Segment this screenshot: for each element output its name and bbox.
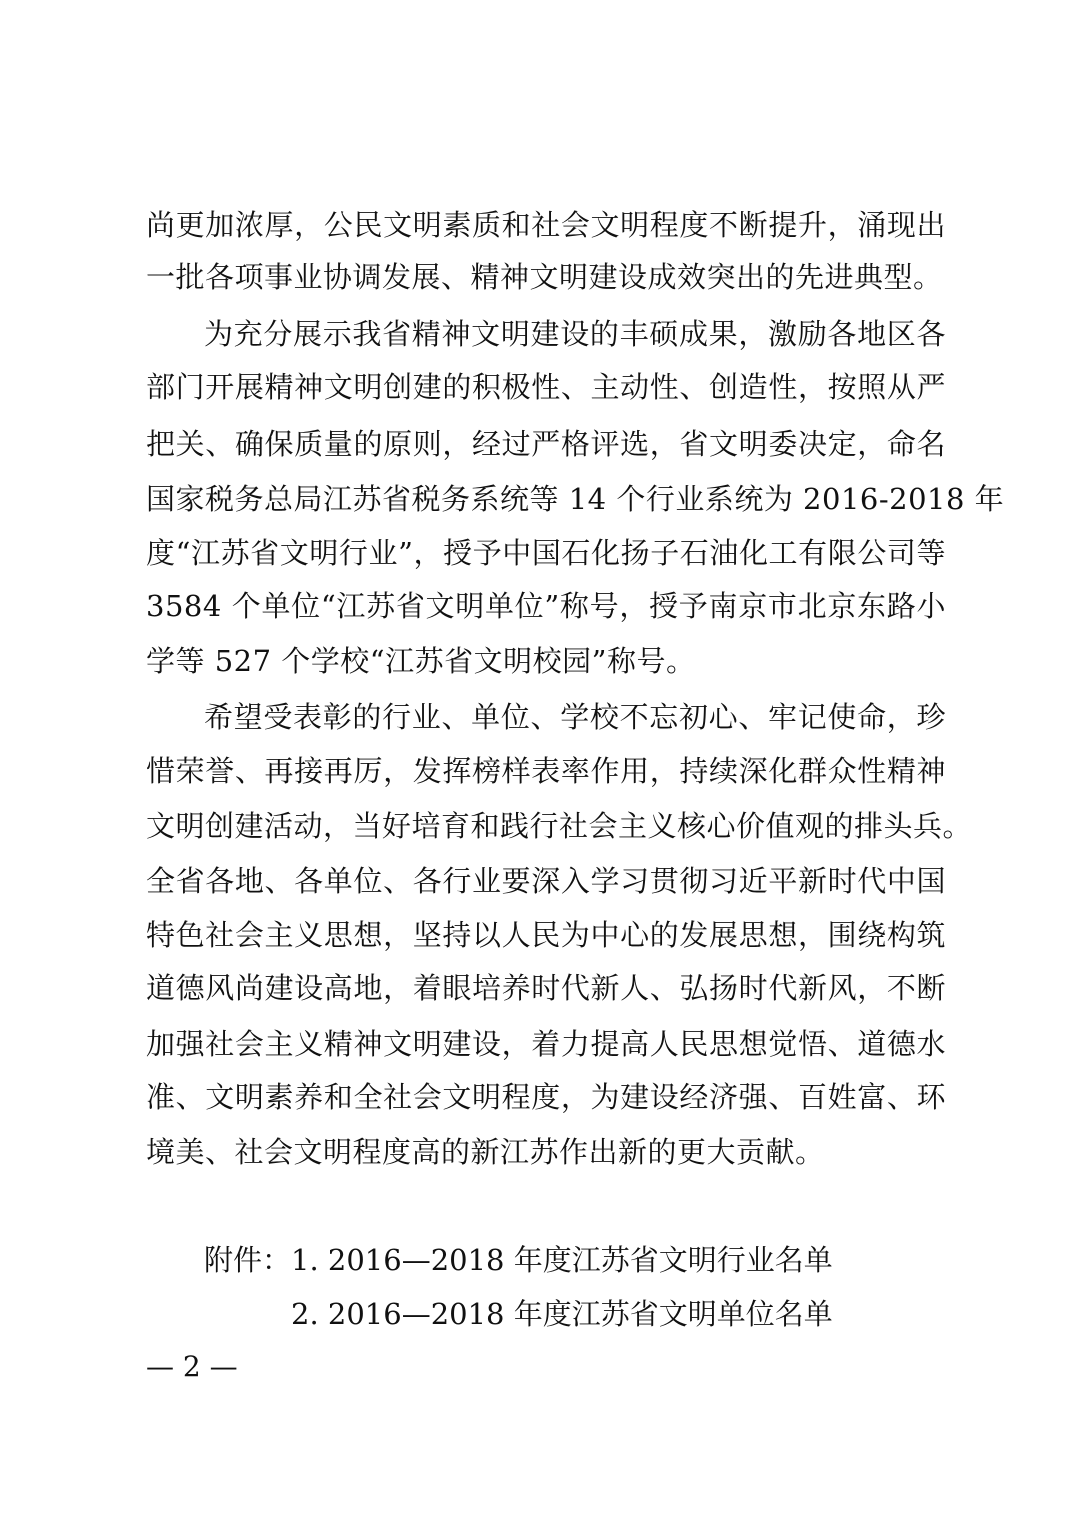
attachment-item-1: 1. 2016—2018 年度江苏省文明行业名单 xyxy=(291,1243,833,1277)
paragraph-2-line-6: 3584 个单位“江苏省文明单位”称号，授予南京市北京东路小 xyxy=(146,589,946,623)
page-number: — 2 — xyxy=(146,1350,238,1383)
attachment-item-2: 2. 2016—2018 年度江苏省文明单位名单 xyxy=(291,1297,833,1331)
paragraph-3-line-2: 惜荣誉、再接再厉，发挥榜样表率作用，持续深化群众性精神 xyxy=(146,754,946,788)
paragraph-3-line-1: 希望受表彰的行业、单位、学校不忘初心、牢记使命，珍 xyxy=(204,700,946,734)
paragraph-3-line-7: 加强社会主义精神文明建设，着力提高人民思想觉悟、道德水 xyxy=(146,1027,946,1061)
paragraph-3-line-6: 道德风尚建设高地，着眼培养时代新人、弘扬时代新风，不断 xyxy=(146,971,946,1005)
paragraph-3-line-8: 准、文明素养和全社会文明程度，为建设经济强、百姓富、环 xyxy=(146,1080,946,1114)
paragraph-2-line-2: 部门开展精神文明创建的积极性、主动性、创造性，按照从严 xyxy=(146,370,946,404)
paragraph-2-line-1: 为充分展示我省精神文明建设的丰硕成果，激励各地区各 xyxy=(204,317,946,351)
paragraph-3-line-5: 特色社会主义思想，坚持以人民为中心的发展思想，围绕构筑 xyxy=(146,918,946,952)
paragraph-2-line-5: 度“江苏省文明行业”，授予中国石化扬子石油化工有限公司等 xyxy=(146,536,946,570)
paragraph-3-line-3: 文明创建活动，当好培育和践行社会主义核心价值观的排头兵。 xyxy=(146,809,973,843)
paragraph-2-line-4: 国家税务总局江苏省税务系统等 14 个行业系统为 2016-2018 年 xyxy=(146,482,1005,516)
paragraph-1-line-1: 尚更加浓厚，公民文明素质和社会文明程度不断提升，涌现出 xyxy=(146,208,946,242)
paragraph-2-line-7: 学等 527 个学校“江苏省文明校园”称号。 xyxy=(146,644,696,678)
paragraph-3-line-9: 境美、社会文明程度高的新江苏作出新的更大贡献。 xyxy=(146,1135,825,1169)
paragraph-3-line-4: 全省各地、各单位、各行业要深入学习贯彻习近平新时代中国 xyxy=(146,864,946,898)
paragraph-1-line-2: 一批各项事业协调发展、精神文明建设成效突出的先进典型。 xyxy=(146,260,943,294)
attachments-label: 附件： xyxy=(204,1243,292,1277)
paragraph-2-line-3: 把关、确保质量的原则，经过严格评选，省文明委决定，命名 xyxy=(146,427,946,461)
